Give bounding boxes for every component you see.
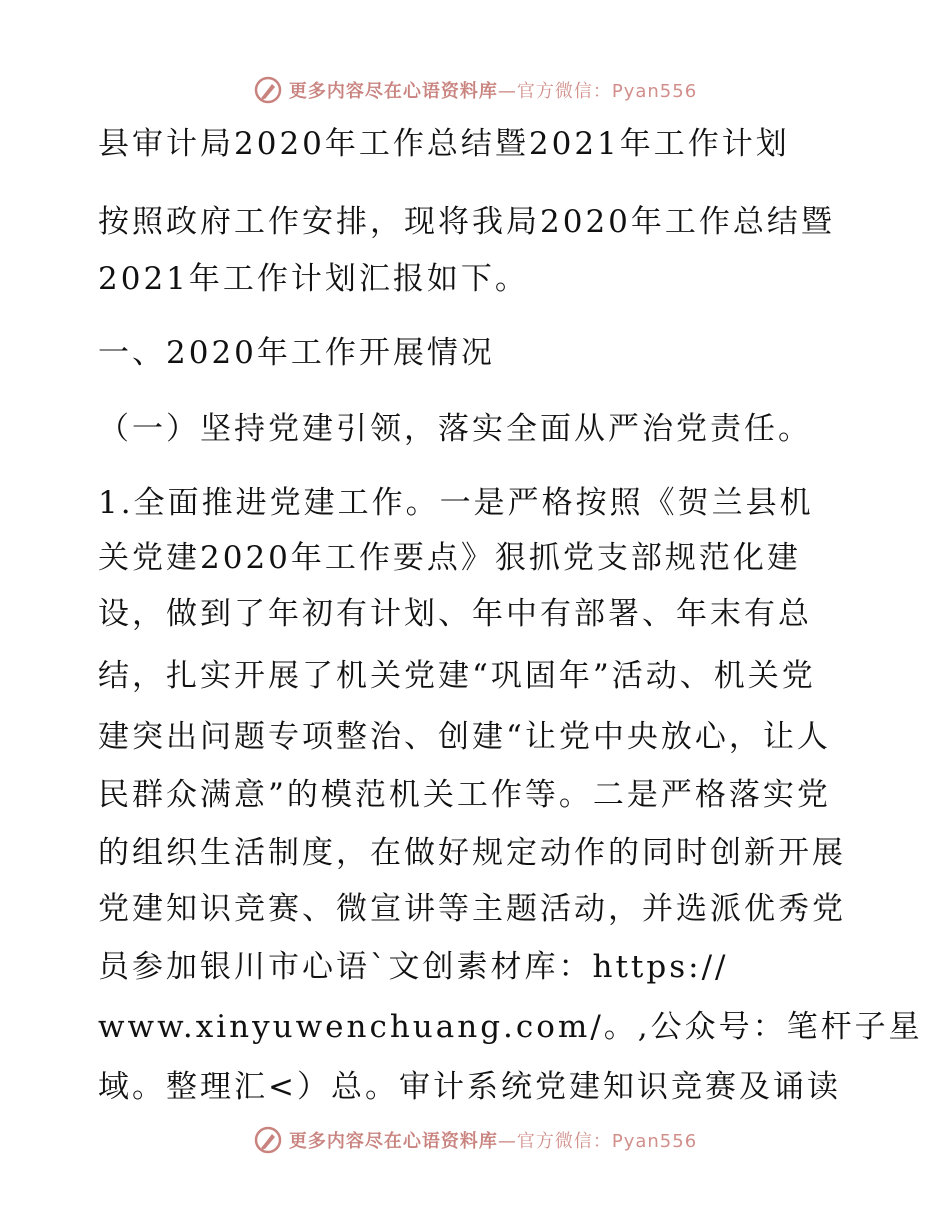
section-heading: 一、2020年工作开展情况 [98,335,495,371]
paragraph-line: 民群众满意”的模范机关工作等。二是严格落实党 [98,777,831,813]
watermark-text [289,77,697,103]
paragraph-line: 结，扎实开展了机关党建“巩固年”活动、机关党 [98,658,816,694]
paragraph-line: 2021年工作计划汇报如下。 [98,261,529,297]
footer-watermark-banner [0,1120,950,1160]
paragraph-line: 建突出问题专项整治、创建“让党中央放心，让人 [98,719,831,755]
paragraph-line: 域。整理汇<）总。审计系统党建知识竞赛及诵读 [98,1069,841,1105]
header-watermark-banner [0,70,950,110]
paragraph-line: 1.全面推进党建工作。一是严格按照《贺兰县机 [98,485,814,521]
watermark-separator: — [497,1131,517,1152]
watermark-wechat: 官方微信：Pyan556 [516,1131,698,1152]
paragraph-line: 按照政府工作安排，现将我局2020年工作总结暨 [98,204,835,240]
subsection-heading: （一）坚持党建引领，落实全面从严治党责任。 [98,411,812,447]
watermark-brand: 更多内容尽在心语资料库 [288,1131,498,1152]
watermark-text [289,1127,697,1153]
pen-logo-icon [253,1125,283,1155]
watermark-brand: 更多内容尽在心语资料库 [288,81,498,102]
paragraph-line: 党建知识竞赛、微宣讲等主题活动，并选派优秀党 [98,891,846,927]
paragraph-line: 员参加银川市心语`文创素材库：https:// [98,949,729,985]
paragraph-line: 设，做到了年初有计划、年中有部署、年末有总 [98,596,812,632]
watermark-wechat: 官方微信：Pyan556 [516,81,698,102]
watermark-separator: — [497,81,517,102]
paragraph-line: 的组织生活制度，在做好规定动作的同时创新开展 [98,835,846,871]
document-title: 县审计局2020年工作总结暨2021年工作计划 [98,126,790,162]
paragraph-line: 关党建2020年工作要点》狠抓党支部规范化建 [98,540,801,576]
pen-logo-icon [253,75,283,105]
paragraph-line: www.xinyuwenchuang.com/。,公众号：笔杆子星 [98,1009,923,1045]
